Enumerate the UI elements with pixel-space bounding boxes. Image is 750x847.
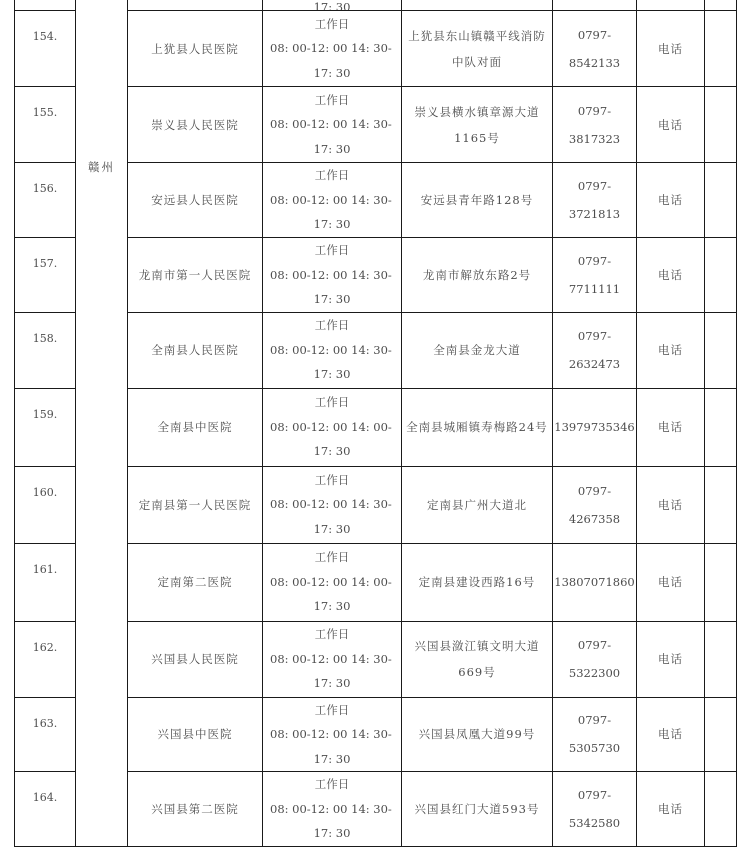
hours-day: 工作日	[314, 702, 350, 717]
hours-cell	[263, 697, 402, 772]
hours-cell	[263, 238, 402, 313]
hours-range: 08: 00-12: 00 14: 00-	[270, 574, 392, 589]
extra-cell	[705, 388, 737, 466]
name-cell	[128, 772, 263, 847]
hours-end: 17: 30	[313, 444, 351, 459]
phone-line: 0797-	[577, 27, 612, 42]
phone-line: 3817323	[568, 131, 621, 146]
hours-end: 17: 30	[313, 292, 351, 306]
address: 全南县金龙大道	[433, 343, 521, 357]
contact-type: 电话	[658, 343, 683, 357]
extra-cell	[705, 697, 737, 772]
phone-line: 5322300	[568, 666, 621, 680]
row-index: 159.	[32, 407, 58, 421]
name-cell	[128, 0, 263, 11]
name-cell	[128, 238, 263, 313]
address-line: 崇义县横水镇章源大道	[414, 104, 540, 119]
phone-line: 0797-	[577, 179, 612, 193]
phone-line: 2632473	[568, 357, 621, 371]
contact-type: 电话	[658, 117, 683, 132]
phone-line: 5342580	[568, 816, 621, 830]
phone-cell	[553, 87, 637, 163]
address-cell	[402, 87, 553, 163]
table-row	[15, 11, 737, 87]
hours-day: 工作日	[314, 472, 350, 487]
phone-cell	[553, 238, 637, 313]
hours-day: 工作日	[314, 318, 350, 333]
phone-cell	[553, 697, 637, 772]
address: 兴国县凤凰大道99号	[418, 727, 536, 742]
index-cell	[15, 163, 76, 238]
contact-type-cell	[637, 621, 705, 697]
extra-cell	[705, 11, 737, 87]
contact-type-cell	[637, 163, 705, 238]
hours-range: 08: 00-12: 00 14: 30-	[270, 497, 392, 512]
hours-range: 08: 00-12: 00 14: 00-	[270, 419, 392, 434]
row-index: 157.	[32, 257, 58, 270]
index-cell	[15, 238, 76, 313]
row-index: 160.	[32, 485, 58, 499]
hours-cell	[263, 621, 402, 697]
row-index: 155.	[32, 106, 58, 119]
row-index: 161.	[32, 562, 58, 576]
contact-type-cell	[637, 697, 705, 772]
contact-type-cell	[637, 772, 705, 847]
name-cell	[128, 466, 263, 543]
phone-line: 0797-	[577, 713, 612, 728]
hospital-name: 上犹县人民医院	[151, 41, 239, 56]
contact-type: 电话	[658, 193, 683, 207]
phone-line: 4267358	[568, 511, 621, 526]
name-cell	[128, 11, 263, 87]
hours-day: 工作日	[314, 92, 350, 107]
address-line: 1165号	[454, 130, 500, 145]
hours-end: 17: 30	[313, 826, 351, 841]
hospital-name: 龙南市第一人民医院	[138, 267, 252, 282]
hospital-name: 定南县第一人民医院	[138, 497, 252, 512]
hours-day: 工作日	[314, 243, 350, 257]
row-index: 163.	[32, 716, 58, 730]
hospital-name: 兴国县第二医院	[151, 802, 239, 816]
address: 龙南市解放东路2号	[422, 267, 532, 282]
index-cell	[15, 466, 76, 543]
hours-day: 工作日	[314, 168, 350, 183]
row-index: 158.	[32, 331, 58, 345]
address-line: 中队对面	[452, 54, 502, 69]
hours-end: 17: 30	[313, 65, 351, 80]
phone-cell	[553, 621, 637, 697]
phone-line: 0797-	[577, 638, 612, 652]
contact-type-cell	[637, 87, 705, 163]
phone-line: 0797-	[577, 253, 612, 268]
address-line: 兴国县潋江镇文明大道	[414, 639, 540, 653]
hours-end: 17: 30	[313, 599, 351, 614]
address-cell	[402, 697, 553, 772]
hospital-name: 兴国县人民医院	[151, 652, 239, 666]
address-cell	[402, 238, 553, 313]
phone-line: 0797-	[577, 103, 612, 118]
address: 定南县广州大道北	[427, 497, 527, 512]
phone-line: 7711111	[568, 281, 621, 296]
address-cell	[402, 543, 553, 621]
hospital-name: 崇义县人民医院	[151, 117, 239, 132]
extra-cell	[705, 621, 737, 697]
hours-cell	[263, 466, 402, 543]
hours-end: 17: 30	[313, 751, 351, 766]
hours-range: 08: 00-12: 00 14: 30-	[270, 117, 392, 132]
phone-cell	[553, 543, 637, 621]
table-row-partial	[15, 0, 737, 11]
phone-cell	[553, 772, 637, 847]
address-cell	[402, 621, 553, 697]
extra-cell	[705, 466, 737, 543]
phone-line: 3721813	[568, 207, 621, 221]
hours-cell	[263, 163, 402, 238]
index-cell	[15, 388, 76, 466]
address: 全南县城厢镇寿梅路24号	[406, 420, 548, 434]
phone-line: 8542133	[568, 55, 621, 70]
name-cell	[128, 87, 263, 163]
extra-cell	[705, 87, 737, 163]
contact-type-cell	[637, 11, 705, 87]
phone-cell	[553, 163, 637, 238]
hours-cell	[263, 772, 402, 847]
hours-range: 08: 00-12: 00 14: 30-	[270, 801, 392, 816]
hours-day: 工作日	[314, 395, 350, 410]
hours-range: 08: 00-12: 00 14: 30-	[270, 41, 392, 56]
hospital-table	[14, 0, 737, 847]
contact-type: 电话	[658, 802, 683, 816]
extra-cell	[705, 238, 737, 313]
hours-day: 工作日	[314, 627, 350, 642]
hours-end: 17: 30	[313, 141, 351, 156]
hours-cell	[263, 0, 402, 11]
phone-line: 0797-	[577, 483, 612, 498]
index-cell	[15, 772, 76, 847]
contact-type: 电话	[658, 575, 683, 589]
address-cell	[402, 312, 553, 388]
contact-type: 电话	[658, 41, 683, 56]
address-line: 上犹县东山镇赣平线消防	[408, 28, 546, 43]
address: 兴国县红门大道593号	[414, 802, 540, 816]
hours-range: 08: 00-12: 00 14: 30-	[270, 267, 392, 282]
contact-type: 电话	[658, 267, 683, 282]
hours-range: 08: 00-12: 00 14: 30-	[270, 727, 392, 741]
hours-end: 17: 30	[313, 521, 351, 536]
hospital-name: 安远县人民医院	[151, 193, 239, 207]
hours-cell	[263, 87, 402, 163]
city-cell	[76, 0, 128, 11]
index-cell	[15, 87, 76, 163]
address-cell	[402, 388, 553, 466]
phone-cell	[553, 11, 637, 87]
row-index: 154.	[32, 30, 58, 43]
address-cell	[402, 772, 553, 847]
address: 安远县青年路128号	[420, 193, 534, 207]
hospital-name: 兴国县中医院	[157, 727, 233, 742]
hours-range: 08: 00-12: 00 14: 30-	[270, 192, 392, 207]
hours-end: 17: 30	[313, 367, 351, 382]
contact-type: 电话	[658, 727, 683, 742]
index-cell	[15, 11, 76, 87]
extra-cell	[705, 163, 737, 238]
contact-type-cell	[637, 388, 705, 466]
hours-cell	[263, 388, 402, 466]
city-cell	[76, 11, 128, 847]
contact-type: 电话	[658, 420, 683, 434]
hours-end: 17: 30	[313, 676, 351, 691]
contact-type-cell	[637, 466, 705, 543]
extra-cell	[705, 772, 737, 847]
row-index: 164.	[32, 791, 58, 804]
contact-type-cell	[637, 238, 705, 313]
contact-type: 电话	[658, 652, 683, 666]
contact-type: 电话	[658, 497, 683, 512]
index-cell	[15, 621, 76, 697]
hours-cell	[263, 543, 402, 621]
index-cell	[15, 312, 76, 388]
address-cell	[402, 0, 553, 11]
phone-line: 5305730	[568, 741, 621, 756]
index-cell	[15, 697, 76, 772]
extra-cell	[705, 0, 737, 11]
index-cell	[15, 0, 76, 11]
hours-range: 08: 00-12: 00 14: 30-	[270, 651, 392, 666]
hours-range: 08: 00-12: 00 14: 30-	[270, 342, 392, 357]
hours-day: 工作日	[314, 550, 350, 565]
row-index: 156.	[32, 182, 58, 195]
phone-cell	[553, 388, 637, 466]
phone-cell	[553, 466, 637, 543]
extra-cell	[705, 543, 737, 621]
address-cell	[402, 163, 553, 238]
hospital-name: 定南第二医院	[157, 575, 233, 589]
phone-cell	[553, 312, 637, 388]
hospital-name: 全南县中医院	[157, 420, 233, 434]
extra-cell	[705, 312, 737, 388]
name-cell	[128, 163, 263, 238]
name-cell	[128, 312, 263, 388]
contact-type-cell	[637, 0, 705, 11]
hours-day: 工作日	[314, 16, 350, 31]
name-cell	[128, 697, 263, 772]
address-cell	[402, 11, 553, 87]
name-cell	[128, 621, 263, 697]
hours-end: 17: 30	[313, 217, 351, 232]
phone-cell	[553, 0, 637, 11]
contact-type-cell	[637, 312, 705, 388]
name-cell	[128, 388, 263, 466]
address-line: 669号	[458, 665, 496, 679]
address: 定南县建设西路16号	[418, 575, 536, 589]
hours-line: 17: 30	[313, 0, 351, 10]
hospital-name: 全南县人民医院	[151, 343, 239, 357]
row-index: 162.	[32, 640, 58, 654]
city-label: 赣州	[88, 159, 115, 174]
hours-cell	[263, 11, 402, 87]
hours-day: 工作日	[314, 777, 350, 792]
address-cell	[402, 466, 553, 543]
contact-type-cell	[637, 543, 705, 621]
index-cell	[15, 543, 76, 621]
name-cell	[128, 543, 263, 621]
phone-line: 0797-	[577, 329, 612, 343]
hours-cell	[263, 312, 402, 388]
phone: 13979735346	[554, 420, 635, 434]
phone-line: 0797-	[577, 788, 612, 802]
phone: 13807071860	[554, 575, 635, 589]
